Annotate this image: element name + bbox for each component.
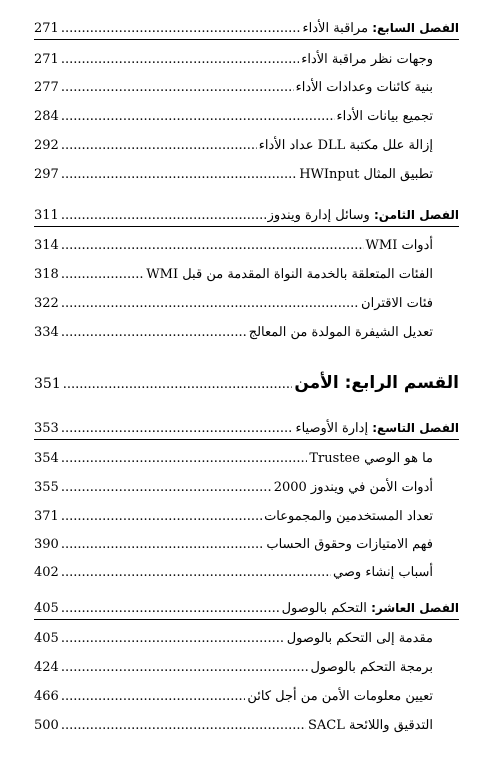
entry-title: أدوات WMI: [365, 238, 433, 253]
divider: [34, 226, 459, 227]
entry-title: تعيين معلومات الأمن من أجل كائن: [247, 689, 433, 704]
entry-title: إزالة علل مكتبة DLL عداد الأداء: [258, 138, 433, 153]
page-number: 405: [34, 601, 59, 616]
page-number: 353: [34, 421, 59, 436]
entry-title: تعداد المستخدمين والمجموعات: [264, 509, 433, 524]
toc-entry[interactable]: [34, 716, 459, 736]
toc-entry[interactable]: [34, 478, 459, 498]
leader-dots: [61, 19, 301, 39]
page-number: 322: [34, 296, 59, 311]
toc-entry[interactable]: [34, 265, 459, 285]
leader-dots: [61, 629, 285, 649]
page-number: 292: [34, 138, 59, 153]
leader-dots: [61, 478, 272, 498]
entry-title: أسباب إنشاء وصي: [333, 565, 433, 580]
page-number: 500: [34, 718, 59, 733]
page-number: 354: [34, 451, 59, 466]
chapter-heading-7[interactable]: [34, 18, 459, 38]
toc-entry[interactable]: [34, 658, 459, 678]
page-number: 355: [34, 480, 59, 495]
leader-dots: [61, 78, 294, 98]
page-number: 271: [34, 52, 59, 67]
toc-entry[interactable]: [34, 535, 459, 555]
chapter-heading-9[interactable]: [34, 418, 459, 438]
entry-title: ما هو الوصي Trustee: [309, 451, 433, 466]
page-number: 334: [34, 325, 59, 340]
chapter-title: مراقبة الأداء: [302, 21, 369, 36]
leader-dots: [61, 236, 364, 256]
toc-entry[interactable]: [34, 563, 459, 583]
divider: [34, 39, 459, 40]
toc-entry[interactable]: [34, 687, 459, 707]
chapter-label: الفصل التاسع:: [372, 421, 459, 435]
leader-dots: [61, 449, 308, 469]
page-number: 405: [34, 631, 59, 646]
toc-entry[interactable]: [34, 50, 459, 70]
chapter-title: وسائل إدارة ويندوز: [267, 208, 370, 223]
page-number: 271: [34, 21, 59, 36]
leader-dots: [61, 507, 262, 527]
chapter-label: الفصل السابع:: [372, 21, 459, 35]
chapter-label: الفصل العاشر:: [371, 601, 459, 615]
page-number: 390: [34, 537, 59, 552]
entry-title: أدوات الأمن في ويندوز 2000: [273, 480, 433, 495]
page-number: 318: [34, 267, 59, 282]
leader-dots: [61, 716, 306, 736]
divider: [34, 439, 459, 440]
toc-entry[interactable]: [34, 78, 459, 98]
page-number: 284: [34, 109, 59, 124]
leader-dots: [61, 687, 246, 707]
page-number: 351: [34, 376, 61, 392]
chapter-label: الفصل الثامن:: [373, 208, 459, 222]
toc-entry[interactable]: [34, 236, 459, 256]
toc-entry[interactable]: [34, 449, 459, 469]
leader-dots: [61, 323, 247, 343]
toc-entry[interactable]: [34, 323, 459, 343]
entry-title: تجميع بيانات الأداء: [336, 109, 433, 124]
entry-title: تعديل الشيفرة المولدة من المعالج: [248, 325, 433, 340]
leader-dots: [61, 265, 144, 285]
leader-dots: [61, 563, 331, 583]
entry-title: التدقيق واللائحة SACL: [307, 718, 433, 733]
entry-title: تطبيق المثال HWInput: [299, 167, 433, 182]
entry-title: بنية كائنات وعدادات الأداء: [295, 80, 433, 95]
entry-title: مقدمة إلى التحكم بالوصول: [286, 631, 433, 646]
entry-title: برمجة التحكم بالوصول: [310, 660, 433, 675]
toc-entry[interactable]: [34, 107, 459, 127]
leader-dots: [61, 419, 294, 439]
leader-dots: [61, 136, 257, 156]
leader-dots: [61, 535, 265, 555]
leader-dots: [61, 165, 297, 185]
page-number: 311: [34, 208, 59, 223]
page-number: 424: [34, 660, 59, 675]
chapter-title: التحكم بالوصول: [281, 601, 367, 616]
chapter-title: إدارة الأوصياء: [295, 421, 369, 436]
page-number: 371: [34, 509, 59, 524]
toc-entry[interactable]: [34, 165, 459, 185]
part-title: القسم الرابع: الأمن: [294, 373, 459, 393]
page-number: 402: [34, 565, 59, 580]
toc-entry[interactable]: [34, 507, 459, 527]
entry-title: الفئات المتعلقة بالخدمة النواة المقدمة من قبل WMI: [146, 267, 433, 282]
page-number: 466: [34, 689, 59, 704]
leader-dots: [61, 658, 309, 678]
leader-dots: [61, 206, 266, 226]
toc-entry[interactable]: [34, 136, 459, 156]
entry-title: فئات الاقتران: [361, 296, 433, 311]
entry-title: وجهات نظر مراقبة الأداء: [301, 52, 433, 67]
page-number: 314: [34, 238, 59, 253]
chapter-heading-10[interactable]: [34, 598, 459, 618]
entry-title: فهم الامتيازات وحقوق الحساب: [266, 537, 433, 552]
page-number: 297: [34, 167, 59, 182]
leader-dots: [61, 599, 280, 619]
part-heading[interactable]: [34, 370, 459, 396]
leader-dots: [61, 107, 335, 127]
toc-entry[interactable]: [34, 629, 459, 649]
leader-dots: [61, 294, 359, 314]
leader-dots: [61, 50, 299, 70]
leader-dots: [63, 372, 293, 398]
chapter-heading-8[interactable]: [34, 205, 459, 225]
page-number: 277: [34, 80, 59, 95]
toc-entry[interactable]: [34, 294, 459, 314]
divider: [34, 619, 459, 620]
